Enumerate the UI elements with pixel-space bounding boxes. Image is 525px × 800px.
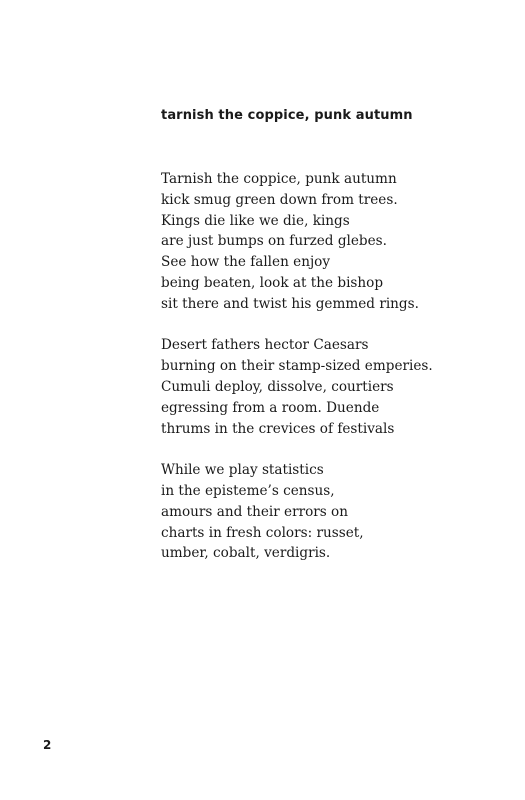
poem-line: kick smug green down from trees. [161,191,398,208]
stanza-1 [161,169,433,315]
poem-line: amours and their errors on [161,503,349,520]
poem-line: While we play statistics [161,462,324,479]
poem-line: umber, cobalt, verdigris. [161,545,331,562]
poem-line: are just bumps on furzed glebes. [161,233,387,250]
poem-line: charts in fresh colors: russet, [161,524,364,541]
stanza-2 [161,335,433,439]
poem-line: Tarnish the coppice, punk autumn [161,171,397,187]
poem-line: See how the fallen enjoy [161,254,331,271]
stanza-3 [161,460,433,564]
poem-line: being beaten, look at the bishop [161,274,384,291]
poem-line: Desert fathers hector Caesars [161,337,369,354]
poem-line: thrums in the crevices of festivals [161,420,395,437]
poem-body [161,169,433,564]
poem-line: Cumuli deploy, dissolve, courtiers [161,378,394,395]
poem-line: burning on their stamp-sized emperies. [161,358,433,375]
poem-line: in the episteme’s census, [161,482,335,499]
page-number: 2 [43,738,52,752]
poem-line: egressing from a room. Duende [161,399,380,416]
poem-line: sit there and twist his gemmed rings. [161,295,419,312]
poem-line: Kings die like we die, kings [161,212,350,229]
poem-title: tarnish the coppice, punk autumn [161,108,413,123]
